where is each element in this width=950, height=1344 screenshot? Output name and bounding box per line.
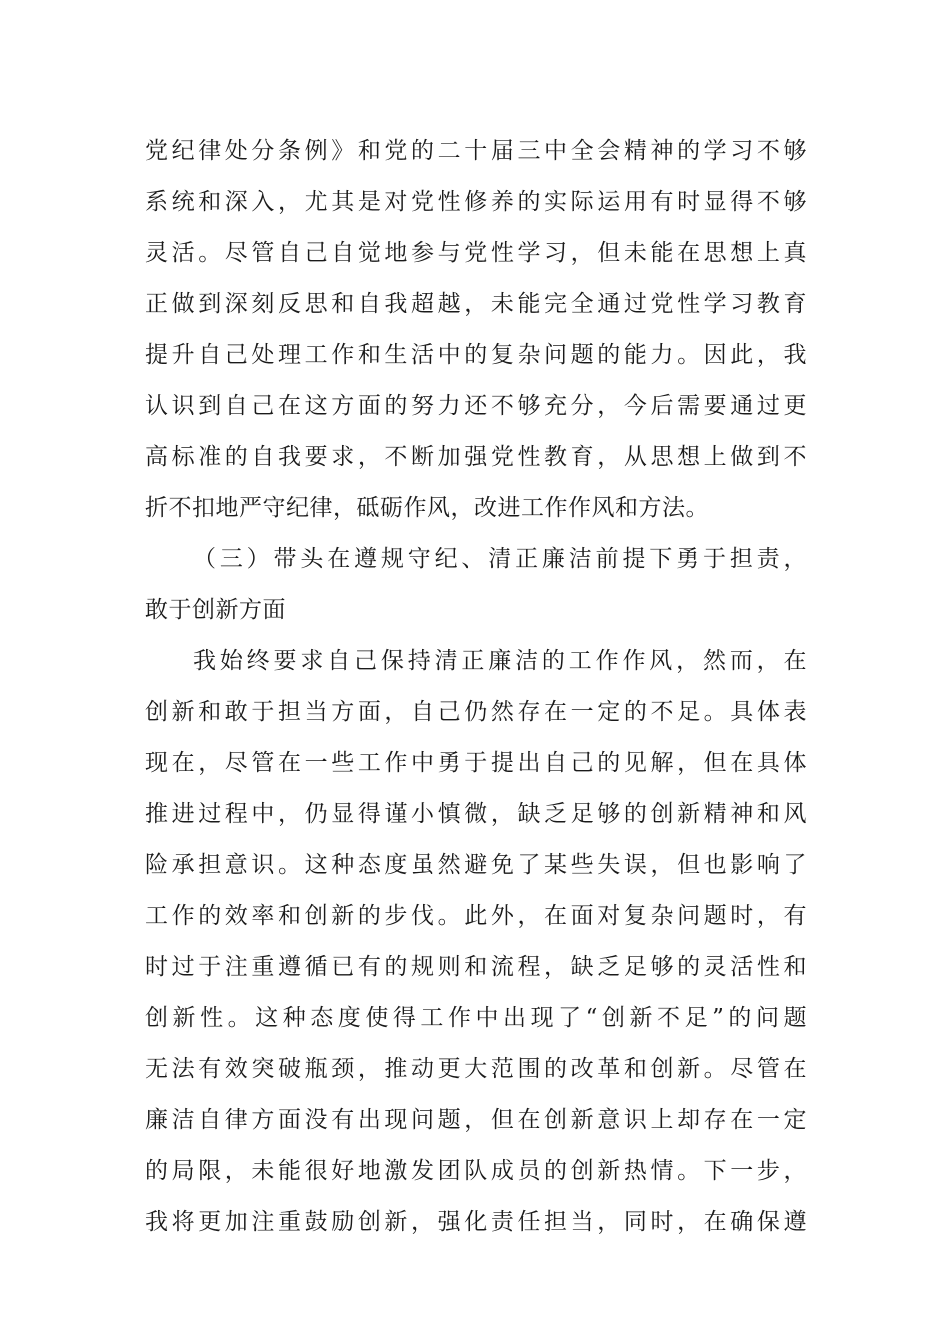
text-line: 无法有效突破瓶颈，推动更大范围的改革和创新。尽管在: [145, 1056, 807, 1082]
section-heading-line: （三）带头在遵规守纪、清正廉洁前提下勇于担责，: [193, 546, 807, 572]
text-line: 推进过程中，仍显得谨小慎微，缺乏足够的创新精神和风: [145, 801, 807, 827]
text-line: 创新和敢于担当方面，自己仍然存在一定的不足。具体表: [145, 699, 807, 725]
text-line: 工作的效率和创新的步伐。此外，在面对复杂问题时，有: [145, 903, 807, 929]
text-line: 廉洁自律方面没有出现问题，但在创新意识上却存在一定: [145, 1107, 807, 1133]
text-line: 党纪律处分条例》和党的二十届三中全会精神的学习不够: [145, 138, 807, 164]
text-line: 提升自己处理工作和生活中的复杂问题的能力。因此，我: [145, 342, 807, 368]
text-line: 高标准的自我要求，不断加强党性教育，从思想上做到不: [145, 444, 807, 470]
text-line: 创新性。这种态度使得工作中出现了“创新不足”的问题: [145, 1005, 807, 1031]
text-line: 的局限，未能很好地激发团队成员的创新热情。下一步，: [145, 1158, 807, 1184]
document-body: [145, 126, 807, 1248]
section-heading-line: 敢于创新方面: [145, 597, 286, 623]
text-line: 认识到自己在这方面的努力还不够充分，今后需要通过更: [145, 393, 807, 419]
text-line: 系统和深入，尤其是对党性修养的实际运用有时显得不够: [145, 189, 807, 215]
text-line: 我始终要求自己保持清正廉洁的工作作风，然而，在: [193, 648, 807, 674]
text-line: 灵活。尽管自己自觉地参与党性学习，但未能在思想上真: [145, 240, 807, 266]
text-line: 险承担意识。这种态度虽然避免了某些失误，但也影响了: [145, 852, 807, 878]
text-line: 时过于注重遵循已有的规则和流程，缺乏足够的灵活性和: [145, 954, 807, 980]
text-line: 折不扣地严守纪律，砥砺作风，改进工作作风和方法。: [145, 495, 709, 521]
text-line: 我将更加注重鼓励创新，强化责任担当，同时，在确保遵: [145, 1209, 807, 1235]
text-line: 现在，尽管在一些工作中勇于提出自己的见解，但在具体: [145, 750, 807, 776]
text-line: 正做到深刻反思和自我超越，未能完全通过党性学习教育: [145, 291, 807, 317]
